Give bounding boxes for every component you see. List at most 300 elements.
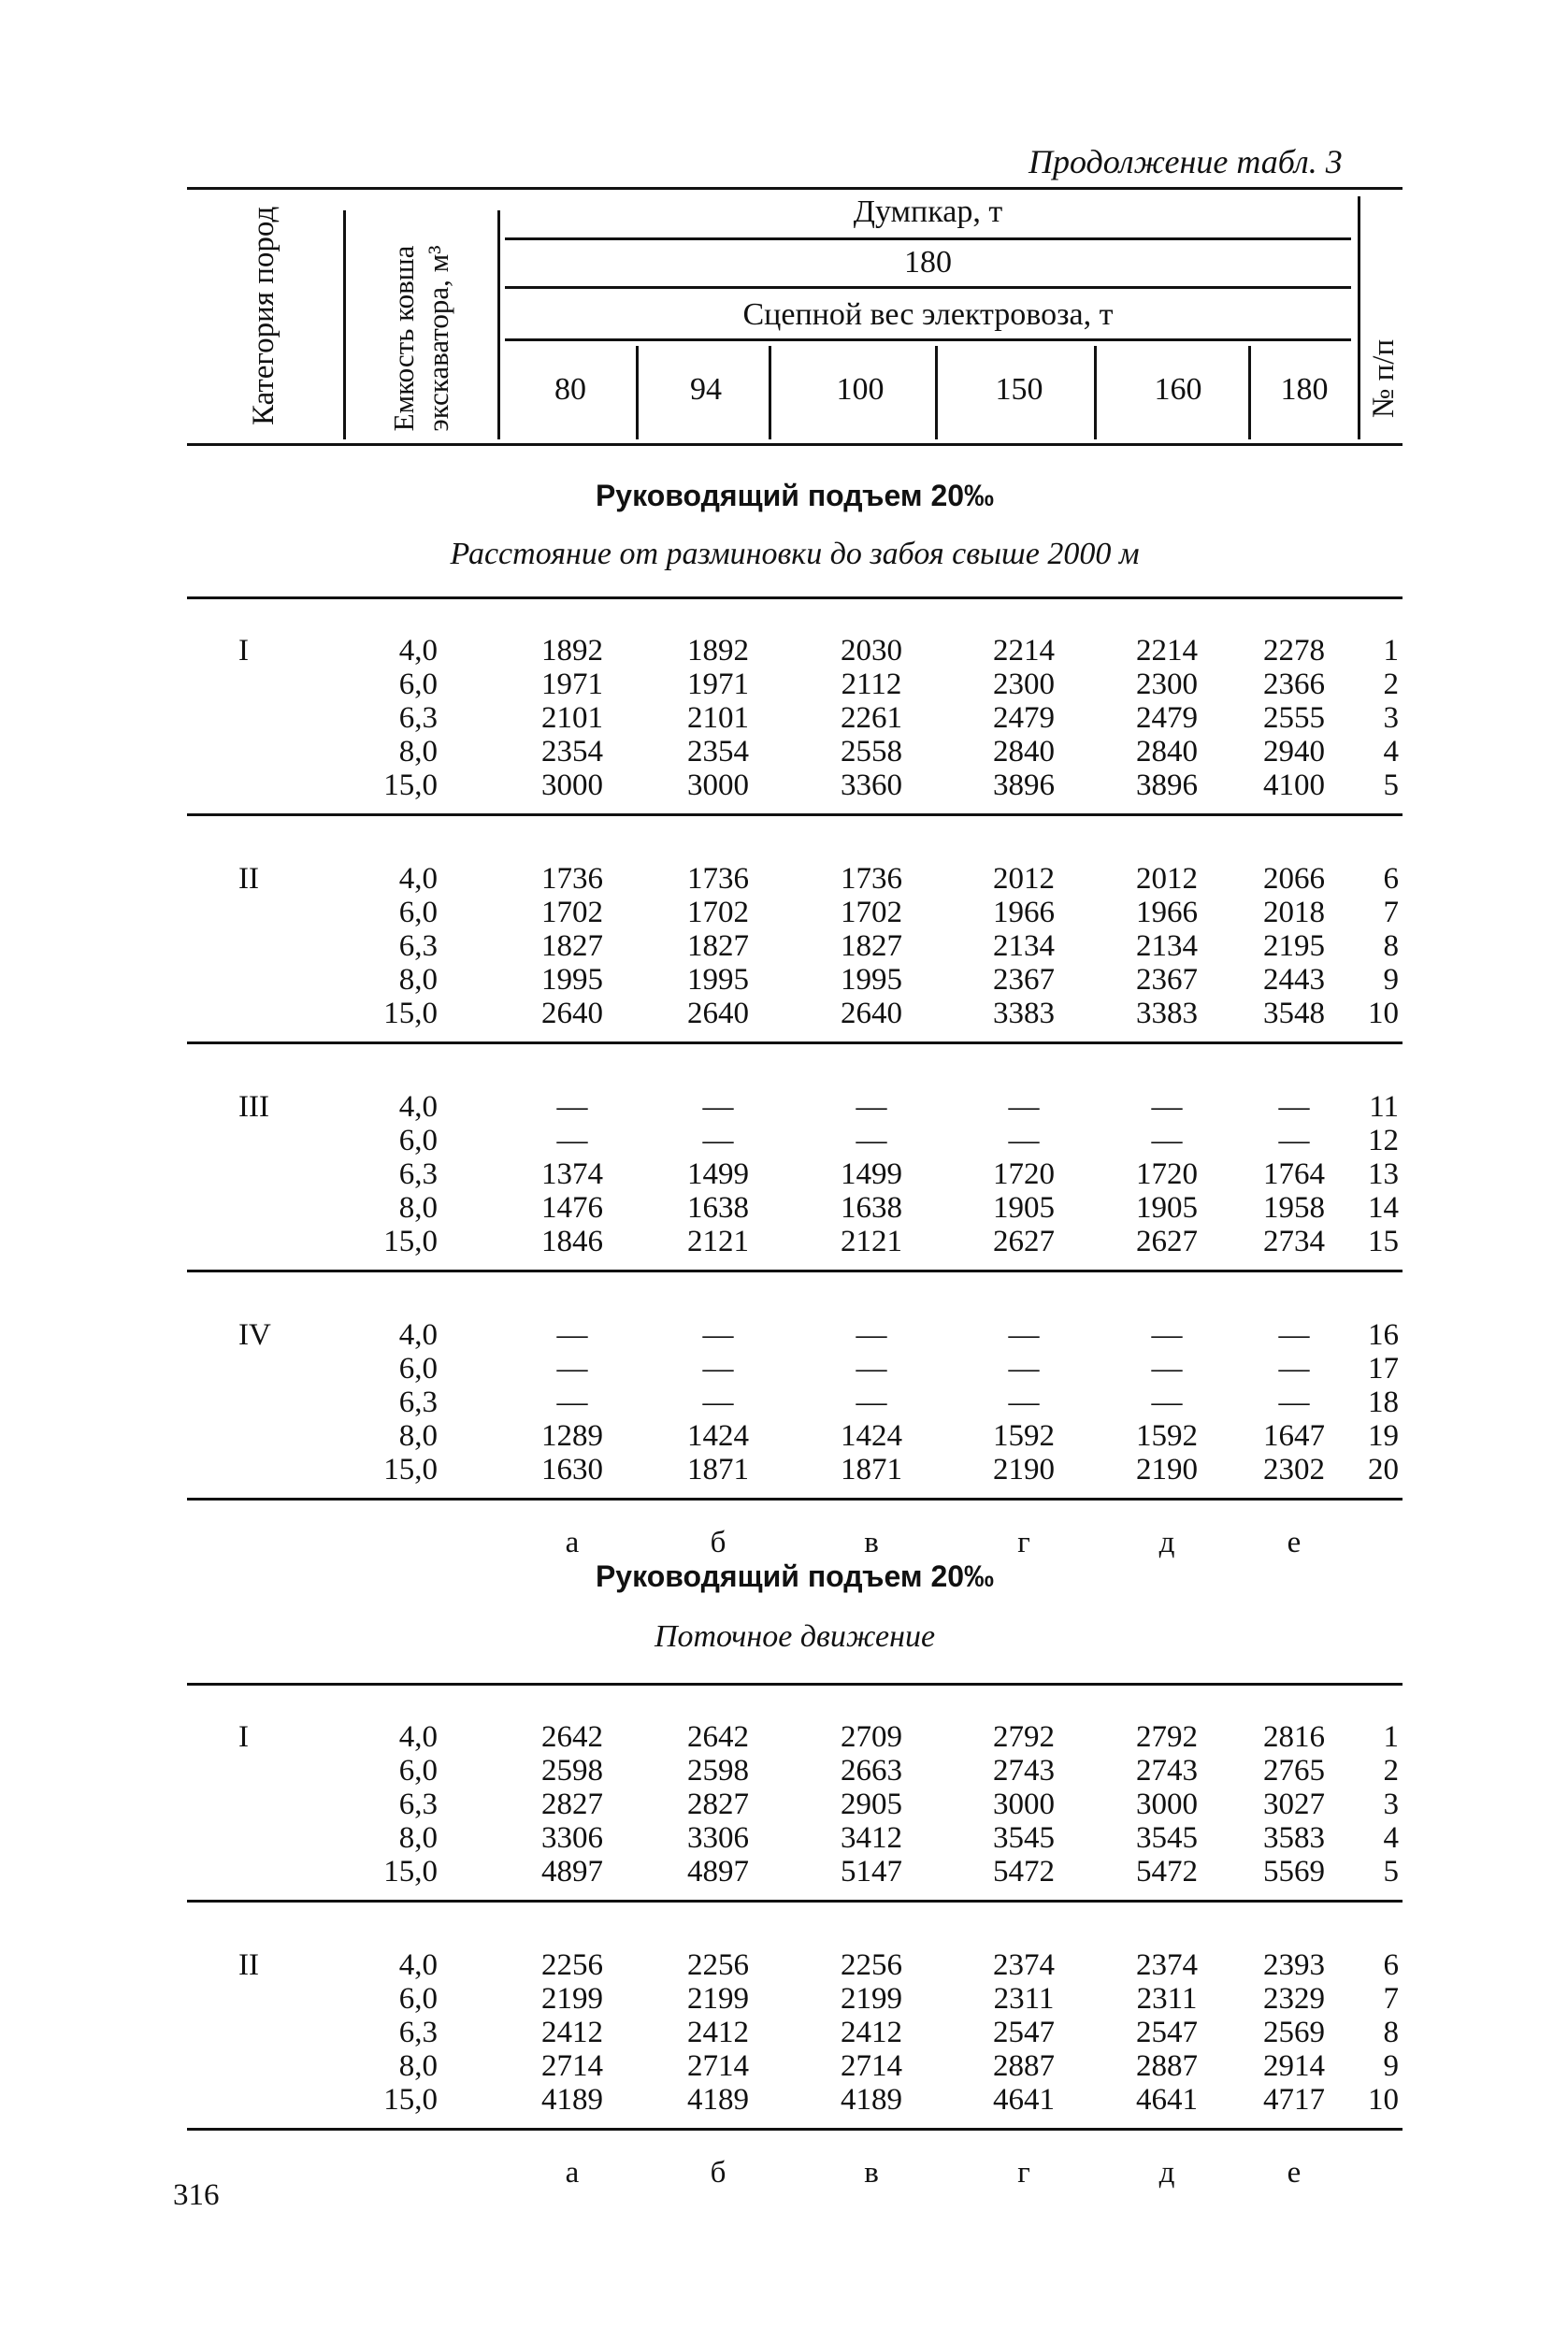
column-letter: д: [1158, 1526, 1175, 1559]
bucket-cell: 15,0: [383, 1855, 438, 1889]
value-cell: 1720: [1136, 1157, 1198, 1191]
value-cell: 1476: [541, 1191, 603, 1225]
bucket-cell: 8,0: [398, 1419, 438, 1453]
bucket-cell: 6,3: [398, 2016, 438, 2049]
value-cell: 2640: [541, 997, 603, 1030]
value-cell: 1638: [687, 1191, 749, 1225]
value-cell: 1966: [1136, 896, 1198, 929]
value-cell: 2598: [687, 1754, 749, 1788]
row-number-cell: 6: [1383, 1948, 1399, 1982]
value-cell: —: [702, 1352, 734, 1386]
value-cell: 2393: [1263, 1948, 1325, 1982]
row-number-cell: 2: [1383, 668, 1399, 701]
value-cell: 2354: [541, 735, 603, 768]
bucket-cell: 4,0: [398, 1948, 438, 1982]
table-row: [0, 896, 1568, 929]
value-cell: —: [856, 1352, 887, 1386]
value-cell: —: [856, 1124, 887, 1157]
bucket-cell: 4,0: [398, 1318, 438, 1352]
category-label: I: [238, 1720, 249, 1754]
value-cell: 2300: [993, 668, 1055, 701]
value-cell: 1638: [841, 1191, 902, 1225]
value-cell: 1827: [541, 929, 603, 963]
row-number-cell: 16: [1368, 1318, 1399, 1352]
value-cell: 3383: [1136, 997, 1198, 1030]
value-cell: 1764: [1263, 1157, 1325, 1191]
value-cell: 2479: [1136, 701, 1198, 735]
value-cell: 3000: [993, 1788, 1055, 1821]
group-rule: [187, 813, 1403, 816]
value-cell: 2066: [1263, 862, 1325, 896]
category-label: II: [238, 862, 259, 896]
row-number-cell: 2: [1383, 1754, 1399, 1788]
value-cell: 3545: [993, 1821, 1055, 1855]
group-rule: [187, 1900, 1403, 1903]
value-cell: 4897: [541, 1855, 603, 1889]
value-cell: 1630: [541, 1453, 603, 1486]
table-row: [0, 2083, 1568, 2117]
bucket-cell: 6,3: [398, 929, 438, 963]
group-rule: [187, 2128, 1403, 2131]
value-cell: —: [556, 1386, 588, 1419]
value-cell: 2214: [1136, 634, 1198, 668]
header-rule: [505, 338, 1351, 341]
bucket-cell: 8,0: [398, 735, 438, 768]
value-cell: 2714: [841, 2049, 902, 2083]
category-header-text: Категория пород: [247, 206, 281, 425]
column-letter: в: [864, 2156, 879, 2190]
value-cell: 1905: [993, 1191, 1055, 1225]
table-row: [0, 862, 1568, 896]
bucket-cell: 4,0: [398, 1720, 438, 1754]
value-cell: 1702: [541, 896, 603, 929]
value-cell: 1702: [687, 896, 749, 929]
value-cell: —: [1151, 1352, 1183, 1386]
value-cell: 3548: [1263, 997, 1325, 1030]
table-row: [0, 1821, 1568, 1855]
bucket-cell: 6,0: [398, 668, 438, 701]
value-cell: 2190: [1136, 1453, 1198, 1486]
header-divider: [935, 346, 938, 439]
row-number-cell: 3: [1383, 1788, 1399, 1821]
column-letter: в: [864, 1526, 879, 1559]
header-divider: [497, 210, 500, 439]
value-cell: 1827: [687, 929, 749, 963]
bucket-cell: 6,3: [398, 1157, 438, 1191]
value-cell: 2121: [687, 1225, 749, 1258]
value-cell: 5569: [1263, 1855, 1325, 1889]
col-header: 80: [554, 372, 586, 407]
category-label: II: [238, 1948, 259, 1982]
value-cell: 2112: [841, 668, 902, 701]
row-number-cell: 9: [1383, 963, 1399, 997]
value-cell: 2199: [541, 1982, 603, 2016]
value-cell: 1892: [541, 634, 603, 668]
table-row: [0, 997, 1568, 1030]
column-letter: г: [1017, 1526, 1030, 1559]
table-row: [0, 1855, 1568, 1889]
row-number-cell: 19: [1368, 1419, 1399, 1453]
row-number-cell: 4: [1383, 1821, 1399, 1855]
bucket-cell: 8,0: [398, 2049, 438, 2083]
value-cell: 5147: [841, 1855, 902, 1889]
value-cell: 2412: [841, 2016, 902, 2049]
value-cell: —: [702, 1124, 734, 1157]
value-cell: 3896: [1136, 768, 1198, 802]
value-cell: —: [1278, 1386, 1310, 1419]
value-cell: 2030: [841, 634, 902, 668]
value-cell: 1966: [993, 896, 1055, 929]
table-row: [0, 1386, 1568, 1419]
value-cell: 1647: [1263, 1419, 1325, 1453]
value-cell: —: [1151, 1318, 1183, 1352]
header-divider: [1358, 196, 1360, 439]
value-cell: 2558: [841, 735, 902, 768]
value-cell: 1995: [687, 963, 749, 997]
bucket-cell: 15,0: [383, 2083, 438, 2117]
value-cell: 2195: [1263, 929, 1325, 963]
value-cell: 2199: [841, 1982, 902, 2016]
value-cell: 2827: [541, 1788, 603, 1821]
col-header: 180: [1280, 372, 1329, 407]
value-cell: 4189: [541, 2083, 603, 2117]
value-cell: —: [1278, 1090, 1310, 1124]
bucket-header: [386, 226, 455, 451]
row-number-cell: 10: [1368, 2083, 1399, 2117]
value-cell: 2816: [1263, 1720, 1325, 1754]
value-cell: 2101: [541, 701, 603, 735]
table-row: [0, 668, 1568, 701]
header-divider: [1094, 346, 1097, 439]
row-number-cell: 11: [1369, 1090, 1399, 1124]
value-cell: 4100: [1263, 768, 1325, 802]
column-letter: е: [1287, 2156, 1302, 2190]
bucket-cell: 4,0: [398, 1090, 438, 1124]
value-cell: 2329: [1263, 1982, 1325, 2016]
value-cell: 1424: [841, 1419, 902, 1453]
table-row: [0, 2016, 1568, 2049]
column-letter: е: [1287, 1526, 1302, 1559]
value-cell: 2256: [541, 1948, 603, 1982]
value-cell: 2714: [541, 2049, 603, 2083]
value-cell: 2642: [541, 1720, 603, 1754]
value-cell: 3545: [1136, 1821, 1198, 1855]
value-cell: 2940: [1263, 735, 1325, 768]
bucket-cell: 6,0: [398, 1982, 438, 2016]
bucket-cell: 8,0: [398, 963, 438, 997]
value-cell: —: [1151, 1124, 1183, 1157]
row-number-cell: 5: [1383, 768, 1399, 802]
table-row: [0, 1318, 1568, 1352]
header-rule: [505, 237, 1351, 240]
table-row: [0, 768, 1568, 802]
category-label: I: [238, 634, 249, 668]
header-divider: [769, 346, 771, 439]
group-rule: [187, 1498, 1403, 1501]
table-row: [0, 1191, 1568, 1225]
table-row: [0, 1090, 1568, 1124]
value-cell: 1827: [841, 929, 902, 963]
value-cell: —: [856, 1090, 887, 1124]
value-cell: 1424: [687, 1419, 749, 1453]
value-cell: 1592: [993, 1419, 1055, 1453]
dumpcar-value: 180: [904, 245, 952, 280]
value-cell: 2311: [1136, 1982, 1198, 2016]
value-cell: 2412: [541, 2016, 603, 2049]
category-label: IV: [238, 1318, 271, 1352]
value-cell: 1374: [541, 1157, 603, 1191]
col-header: 160: [1154, 372, 1202, 407]
value-cell: 2627: [1136, 1225, 1198, 1258]
column-letter: б: [710, 1526, 726, 1559]
value-cell: 3896: [993, 768, 1055, 802]
value-cell: 2555: [1263, 701, 1325, 735]
header-top-rule: [187, 187, 1403, 190]
header-divider: [343, 210, 346, 439]
bucket-cell: 6,3: [398, 1386, 438, 1419]
col-header: 150: [995, 372, 1043, 407]
dumpcar-header: Думпкар, т: [853, 194, 1003, 229]
section-2-title: Руководящий подъем 20‰: [595, 1559, 995, 1593]
table-row: [0, 1419, 1568, 1453]
value-cell: 2199: [687, 1982, 749, 2016]
value-cell: —: [556, 1318, 588, 1352]
table-row: [0, 701, 1568, 735]
row-number-cell: 7: [1383, 1982, 1399, 2016]
row-number-cell: 10: [1368, 997, 1399, 1030]
row-number-cell: 17: [1368, 1352, 1399, 1386]
value-cell: 2642: [687, 1720, 749, 1754]
value-cell: 2374: [1136, 1948, 1198, 1982]
bucket-cell: 15,0: [383, 1453, 438, 1486]
group-rule: [187, 1041, 1403, 1044]
value-cell: —: [856, 1386, 887, 1419]
section-2-subtitle: Поточное движение: [654, 1619, 936, 1654]
bucket-cell: 6,0: [398, 1124, 438, 1157]
value-cell: 2905: [841, 1788, 902, 1821]
table-row: [0, 1225, 1568, 1258]
value-cell: 2479: [993, 701, 1055, 735]
value-cell: 1871: [687, 1453, 749, 1486]
value-cell: 1871: [841, 1453, 902, 1486]
value-cell: 2714: [687, 2049, 749, 2083]
header-bottom-rule: [187, 443, 1403, 446]
value-cell: —: [702, 1090, 734, 1124]
table-row: [0, 1352, 1568, 1386]
bucket-cell: 6,0: [398, 896, 438, 929]
table-row: [0, 1788, 1568, 1821]
row-number-cell: 13: [1368, 1157, 1399, 1191]
value-cell: 2374: [993, 1948, 1055, 1982]
section-rule: [187, 596, 1403, 599]
value-cell: 1736: [541, 862, 603, 896]
value-cell: 3360: [841, 768, 902, 802]
row-number-cell: 5: [1383, 1855, 1399, 1889]
value-cell: 2765: [1263, 1754, 1325, 1788]
bucket-header-text: Емкость ковша экскаватора, м³: [387, 245, 454, 432]
value-cell: 2134: [993, 929, 1055, 963]
column-letter: г: [1017, 2156, 1030, 2190]
value-cell: 2547: [993, 2016, 1055, 2049]
value-cell: —: [1008, 1090, 1040, 1124]
col-header: 94: [690, 372, 722, 407]
value-cell: —: [702, 1318, 734, 1352]
value-cell: 3383: [993, 997, 1055, 1030]
value-cell: 2190: [993, 1453, 1055, 1486]
bucket-cell: 15,0: [383, 1225, 438, 1258]
row-number-cell: 20: [1368, 1453, 1399, 1486]
value-cell: 1995: [841, 963, 902, 997]
value-cell: 5472: [993, 1855, 1055, 1889]
table-row: [0, 1948, 1568, 1982]
value-cell: 2300: [1136, 668, 1198, 701]
row-number-cell: 7: [1383, 896, 1399, 929]
value-cell: 2840: [993, 735, 1055, 768]
value-cell: 2734: [1263, 1225, 1325, 1258]
table-row: [0, 1982, 1568, 2016]
value-cell: 1995: [541, 963, 603, 997]
bucket-cell: 8,0: [398, 1821, 438, 1855]
value-cell: 2547: [1136, 2016, 1198, 2049]
value-cell: —: [1278, 1352, 1310, 1386]
value-cell: 3306: [541, 1821, 603, 1855]
header-divider: [636, 346, 639, 439]
row-number-cell: 14: [1368, 1191, 1399, 1225]
value-cell: 3583: [1263, 1821, 1325, 1855]
value-cell: 2627: [993, 1225, 1055, 1258]
bucket-cell: 4,0: [398, 862, 438, 896]
row-number-cell: 8: [1383, 929, 1399, 963]
col-header: 100: [836, 372, 885, 407]
value-cell: 1499: [841, 1157, 902, 1191]
table-row: [0, 963, 1568, 997]
page-number: 316: [173, 2178, 220, 2212]
value-cell: 1736: [841, 862, 902, 896]
value-cell: 2640: [687, 997, 749, 1030]
bucket-cell: 6,0: [398, 1352, 438, 1386]
value-cell: 1958: [1263, 1191, 1325, 1225]
value-cell: —: [1008, 1352, 1040, 1386]
value-cell: —: [702, 1386, 734, 1419]
table-row: [0, 735, 1568, 768]
bucket-cell: 15,0: [383, 768, 438, 802]
value-cell: 2743: [1136, 1754, 1198, 1788]
value-cell: 4189: [841, 2083, 902, 2117]
row-number-cell: 1: [1383, 1720, 1399, 1754]
value-cell: —: [556, 1352, 588, 1386]
value-cell: —: [1278, 1318, 1310, 1352]
value-cell: 3306: [687, 1821, 749, 1855]
row-number-cell: 8: [1383, 2016, 1399, 2049]
num-header-text: № п/п: [1367, 338, 1401, 419]
value-cell: 2261: [841, 701, 902, 735]
row-number-cell: 1: [1383, 634, 1399, 668]
table-row: [0, 2049, 1568, 2083]
value-cell: 3000: [687, 768, 749, 802]
value-cell: 2914: [1263, 2049, 1325, 2083]
value-cell: 2840: [1136, 735, 1198, 768]
group-rule: [187, 1270, 1403, 1272]
value-cell: 2012: [993, 862, 1055, 896]
value-cell: —: [1008, 1318, 1040, 1352]
value-cell: 2214: [993, 634, 1055, 668]
value-cell: 2134: [1136, 929, 1198, 963]
section-1-subtitle: Расстояние от разминовки до забоя свыше 2000 м: [450, 537, 1140, 571]
header-divider: [1248, 346, 1251, 439]
table-row: [0, 1157, 1568, 1191]
table-row: [0, 1720, 1568, 1754]
value-cell: 1736: [687, 862, 749, 896]
value-cell: —: [556, 1124, 588, 1157]
bucket-cell: 6,0: [398, 1754, 438, 1788]
table-row: [0, 1453, 1568, 1486]
value-cell: 2412: [687, 2016, 749, 2049]
row-number-cell: 18: [1368, 1386, 1399, 1419]
value-cell: —: [1008, 1386, 1040, 1419]
row-number-cell: 12: [1368, 1124, 1399, 1157]
table-row: [0, 634, 1568, 668]
bucket-cell: 8,0: [398, 1191, 438, 1225]
value-cell: 2311: [993, 1982, 1055, 2016]
value-cell: 2366: [1263, 668, 1325, 701]
value-cell: 1892: [687, 634, 749, 668]
row-number-cell: 9: [1383, 2049, 1399, 2083]
row-number-cell: 15: [1368, 1225, 1399, 1258]
column-letter: а: [565, 2156, 580, 2190]
bucket-cell: 6,3: [398, 1788, 438, 1821]
column-letter: б: [710, 2156, 726, 2190]
value-cell: 2709: [841, 1720, 902, 1754]
section-rule: [187, 1683, 1403, 1686]
value-cell: 2887: [993, 2049, 1055, 2083]
value-cell: 2663: [841, 1754, 902, 1788]
value-cell: 2121: [841, 1225, 902, 1258]
value-cell: 1592: [1136, 1419, 1198, 1453]
bucket-cell: 4,0: [398, 634, 438, 668]
value-cell: 2367: [1136, 963, 1198, 997]
value-cell: —: [1278, 1124, 1310, 1157]
value-cell: 3000: [541, 768, 603, 802]
table-row: [0, 1754, 1568, 1788]
value-cell: 2887: [1136, 2049, 1198, 2083]
table-row: [0, 929, 1568, 963]
value-cell: 1971: [541, 668, 603, 701]
value-cell: 2569: [1263, 2016, 1325, 2049]
value-cell: —: [1151, 1090, 1183, 1124]
category-header: [245, 206, 282, 425]
row-number-cell: 3: [1383, 701, 1399, 735]
row-number-cell: 6: [1383, 862, 1399, 896]
value-cell: 1499: [687, 1157, 749, 1191]
value-cell: 2792: [1136, 1720, 1198, 1754]
value-cell: 1905: [1136, 1191, 1198, 1225]
column-letter: д: [1158, 2156, 1175, 2190]
value-cell: —: [1151, 1386, 1183, 1419]
bucket-cell: 15,0: [383, 997, 438, 1030]
value-cell: 2827: [687, 1788, 749, 1821]
value-cell: —: [1008, 1124, 1040, 1157]
table-row: [0, 1124, 1568, 1157]
value-cell: 2302: [1263, 1453, 1325, 1486]
section-1-title: Руководящий подъем 20‰: [595, 479, 995, 512]
value-cell: 1289: [541, 1419, 603, 1453]
bucket-cell: 6,3: [398, 701, 438, 735]
value-cell: 1702: [841, 896, 902, 929]
value-cell: 2743: [993, 1754, 1055, 1788]
value-cell: —: [856, 1318, 887, 1352]
value-cell: —: [556, 1090, 588, 1124]
value-cell: 3027: [1263, 1788, 1325, 1821]
